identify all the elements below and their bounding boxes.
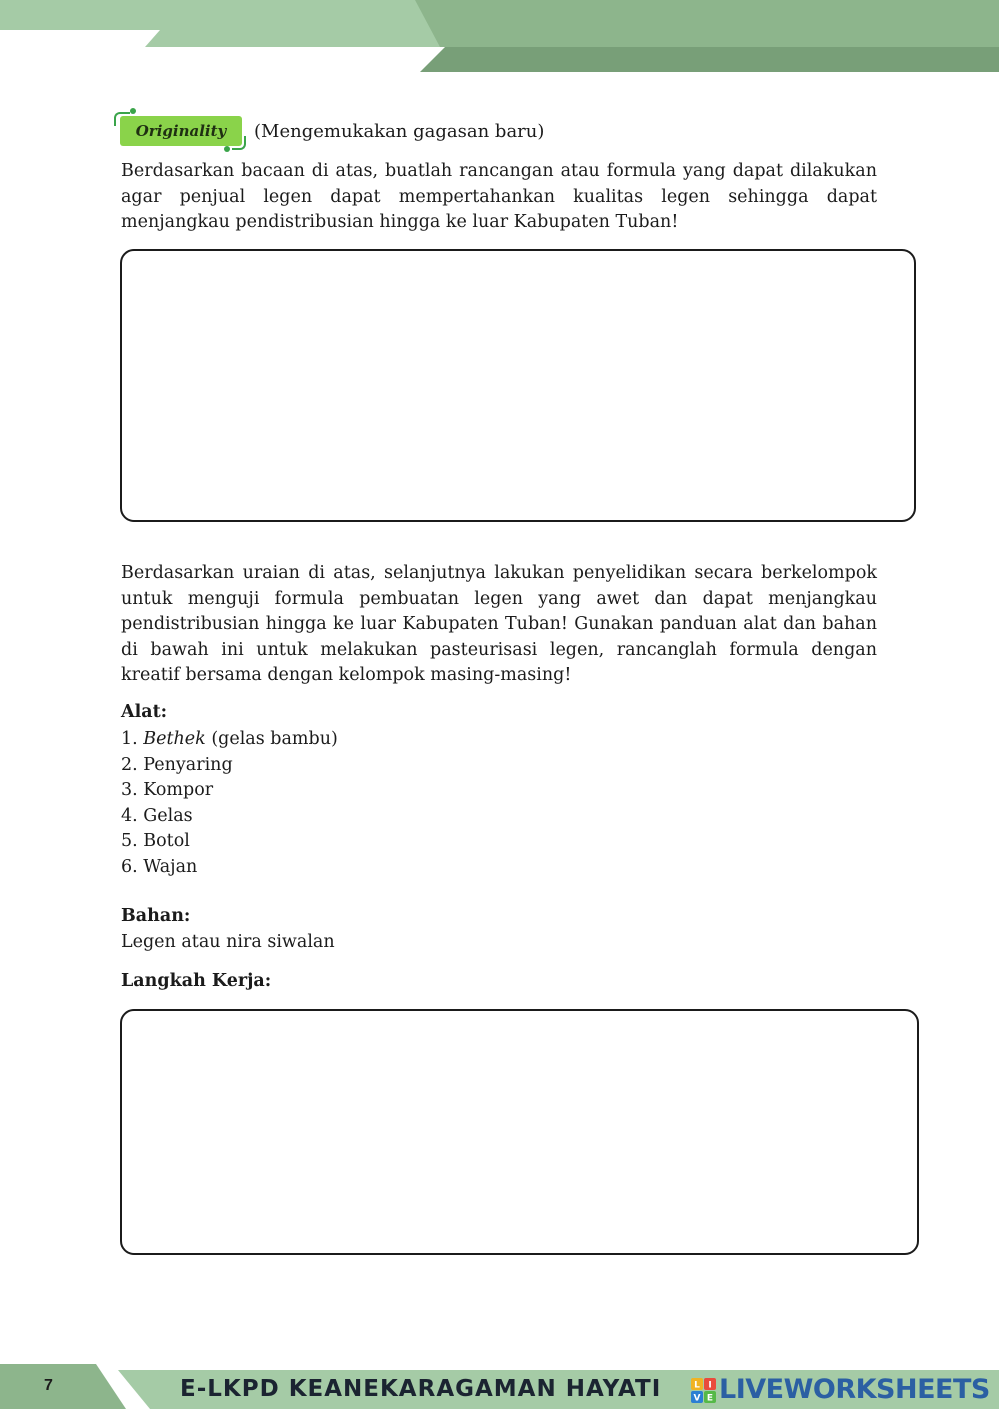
- tool-name: Wajan: [143, 856, 198, 877]
- tool-name: Gelas: [143, 805, 193, 826]
- footer-title: E-LKPD KEANEKARAGAMAN HAYATI: [180, 1376, 662, 1402]
- section-subtitle: (Mengemukakan gagasan baru): [254, 121, 545, 142]
- investigation-intro: Berdasarkan uraian di atas, selanjutnya lakukan penyelidikan secara berkelompok untuk menguji formula pembuatan legen yang awet dan dapat menjangkau pendistribusian hingga ke luar Kabupaten Tuban! Gunakan panduan alat dan bahan di bawah ini untuk melakukan pasteurisasi legen, rancanglah formula dengan kreatif bersama dengan kelompok masing-masing!: [121, 563, 877, 685]
- tool-name: Kompor: [143, 780, 214, 800]
- tool-number: 3.: [121, 780, 138, 800]
- tools-list: [121, 727, 338, 880]
- tool-number: 5.: [121, 831, 138, 851]
- tool-number: 4.: [121, 805, 138, 826]
- liveworksheets-logo-text: LIVEWORKSHEETS: [719, 1374, 990, 1405]
- tool-name: Botol: [143, 831, 190, 851]
- logo-letter: I: [708, 1380, 712, 1391]
- list-item: [121, 778, 338, 804]
- tool-name: (gelas bambu): [205, 729, 338, 749]
- list-item: [121, 855, 338, 881]
- logo-letter: L: [694, 1380, 700, 1391]
- list-item: [121, 829, 338, 855]
- originality-tag-label: Originality: [120, 116, 242, 146]
- tools-heading: Alat:: [121, 702, 168, 722]
- page-number: 7: [44, 1377, 53, 1394]
- originality-tag: [112, 108, 252, 154]
- list-item: [121, 753, 338, 779]
- tool-number: 1.: [121, 729, 138, 749]
- liveworksheets-logo[interactable]: [691, 1374, 991, 1406]
- list-item: [121, 727, 338, 753]
- logo-letter: E: [706, 1393, 714, 1404]
- materials-text: Legen atau nira siwalan: [121, 932, 335, 952]
- answer-box-formula[interactable]: [120, 249, 916, 522]
- list-item: [121, 804, 338, 830]
- liveworksheets-logo-icon: [691, 1378, 717, 1404]
- tool-number: 6.: [121, 856, 138, 877]
- materials-heading: Bahan:: [121, 906, 191, 926]
- steps-heading: Langkah Kerja:: [121, 971, 272, 991]
- tool-name-italic: Bethek: [143, 729, 206, 749]
- tool-name: Penyaring: [143, 754, 233, 775]
- tool-number: 2.: [121, 754, 138, 775]
- header-decor-band: [0, 0, 999, 75]
- originality-instruction: Berdasarkan bacaan di atas, buatlah rancangan atau formula yang dapat dilakukan agar penjual legen dapat mempertahankan kualitas legen sehingga dapat menjangkau pendistribusian hingga ke luar Kabupaten Tuban!: [121, 161, 877, 232]
- answer-box-steps[interactable]: [120, 1009, 919, 1255]
- logo-letter: V: [693, 1393, 701, 1404]
